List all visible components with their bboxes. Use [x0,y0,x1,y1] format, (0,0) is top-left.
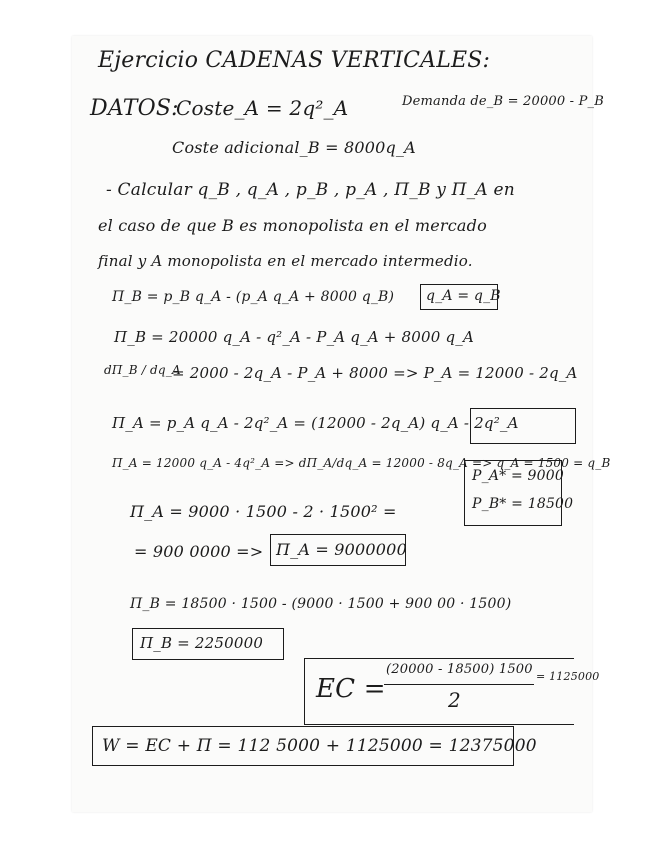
pi-a-expansion: Π_A = 12000 q_A - 4q²_A => dΠ_A/dq_A = 12000 - 8q_A => q_A = 1500 = q_B [112,456,611,470]
ec-box-left [304,658,305,724]
enunciado-line-2: el caso de que B es monopolista en el mercado [98,216,487,235]
ec-result: = 1125000 [536,670,600,683]
enunciado-line-3: final y A monopolista en el mercado intermedio. [98,252,473,270]
ec-fraction-bar [384,684,534,685]
ec-numerator: (20000 - 18500) 1500 [386,662,533,677]
pi-a-definition: Π_A = p_A q_A - 2q²_A = (12000 - 2q_A) q_A - 2q²_A [112,414,519,432]
pi-a-result: Π_A = 9000000 [276,540,407,559]
qa-equals-qb: q_A = q_B [426,288,501,304]
q-result-box [470,408,576,444]
worksheet-page [72,36,611,812]
ec-denominator: 2 [448,688,461,712]
pi-b-substituted: Π_B = 20000 q_A - q²_A - P_A q_A + 8000 q_A [114,328,474,346]
demanda-b: Demanda de_B = 20000 - P_B [402,94,605,109]
welfare-equation: W = EC + Π = 112 5000 + 1125000 = 12375000 [102,736,537,756]
coste-a: Coste_A = 2q²_A [176,96,349,120]
derivative-body: = 2000 - 2q_A - P_A + 8000 => P_A = 12000 - 2q_A [172,364,578,382]
derivative-fraction: dΠ_B / dq_A [104,363,181,377]
enunciado-line-1: - Calcular q_B , q_A , p_B , p_A , Π_B y Π_A en [106,180,515,200]
pi-b-definition: Π_B = p_B q_A - (p_A q_A + 8000 q_B) [112,289,395,305]
coste-adicional-b: Coste adicional_B = 8000q_A [172,138,416,157]
price-a: P_A* = 9000 [472,468,564,484]
ec-label: EC = [316,674,386,704]
pi-b-result: Π_B = 2250000 [140,634,264,652]
pi-b-numeric: Π_B = 18500 · 1500 - (9000 · 1500 + 900 00 · 1500) [130,596,512,612]
pi-a-numeric: Π_A = 9000 · 1500 - 2 · 1500² = [130,502,397,521]
price-b: P_B* = 18500 [472,496,574,512]
datos-label: DATOS: [90,96,179,121]
pi-a-result-prefix: = 900 0000 => [134,542,264,561]
ec-box-top [304,658,574,659]
exercise-title: Ejercicio CADENAS VERTICALES: [98,48,491,73]
ec-box-bottom [304,724,574,725]
